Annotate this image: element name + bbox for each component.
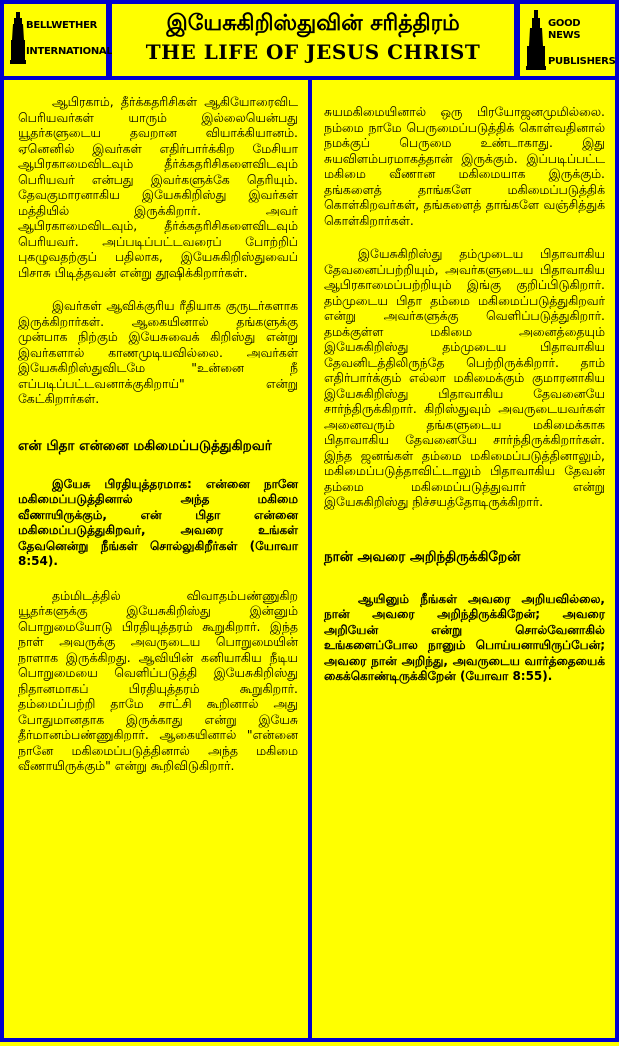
logo-text-line: INTERNATIONAL: [26, 46, 113, 57]
logo-text-line: PUBLISHERS: [548, 56, 616, 67]
logo-text-line: BELLWETHER: [26, 20, 98, 31]
header-banner: [0, 0, 619, 80]
body-paragraph: ஆபிரகாம், தீர்க்கதரிசிகள் ஆகியோரைவிட பெரியவர்கள் யாரும் இல்லையென்பது யூதர்களுடைய தவறான வியாக்கியானம். ஏனெனில் இவர்கள் எதிர்பார்க்கிற மேசியா ஆபிரகாமைவிடவும் தீர்க்கதரிசிகளைவிடவும் பெரியவர் என்பது இவர்களுக்கே தெரியும். தேவகுமாரனாகிய இயேசுகிறிஸ்து இவர்கள் மத்தியில் இருக்கிறார். அவர் ஆபிரகாமைவிடவும், தீர்க்கதரிசிகளைவிடவும் பெரியவர். அப்படிப்பட்டவரைப் போற்றிப் புகழுவதற்குப் பதிலாக, இயேசுகிறிஸ்துவைப் பிசாசு பிடித்தவன் என்று தூஷிக்கிறார்கள்.: [18, 94, 298, 280]
body-paragraph: சுயமகிமையினால் ஒரு பிரயோஜனமுமில்லை. நம்மை நாமே பெருமைப்படுத்திக் கொள்வதினால் நமக்குப் பெருமை உண்டாகாது. இது சுயவிளம்பரமாகத்தான் இருக்கும். இப்படிப்பட்ட மகிமை வீணான மகிமையாக இருக்கும். தங்களைத் தாங்களே மகிமைப்படுத்திக் கொள்கிறவர்கள், தங்களைத் தாங்களே வஞ்சித்துக் கொள்கிறார்கள்.: [324, 104, 605, 228]
bellwether-logo: [4, 4, 113, 76]
scripture-quote: இயேசு பிரதியுத்தரமாக: என்னை நானே மகிமைப்படுத்தினால் அந்த மகிமை வீணாயிருக்கும், என் பிதா என்னை மகிமைப்படுத்துகிறவர், அவரை உங்கள் தேவனென்று நீங்கள் சொல்லுகிறீர்கள் (யோவா 8:54).: [18, 476, 298, 568]
bell-tower-icon: [10, 12, 26, 64]
left-column: [0, 80, 312, 1042]
title-block: [112, 4, 514, 76]
logo-text-line: GOOD NEWS: [548, 18, 581, 41]
good-news-logo: [520, 4, 615, 76]
right-column: [308, 80, 619, 1042]
body-paragraph: தம்மிடத்தில் விவாதம்பண்ணுகிற யூதர்களுக்கு இயேசுகிறிஸ்து இன்னும் பொறுமையோடு பிரதியுத்தரம் கூறுகிறார். இந்த நாள் அவருக்கு அவருடைய பொறுமையின் நாளாக இருக்கிறது. ஆவியின் கனியாகிய நீடிய பொறுமையை வெளிப்படுத்தி இயேசுகிறிஸ்து நிதானமாகப் பிரதியுத்தரம் கூறுகிறார். தம்மைப்பற்றி தாமே சாட்சி கூறினால் அது போதுமானதாக இருக்காது என்று இயேசு தீர்மானம்பண்ணுகிறார். ஆகையினால் "என்னை நானே மகிமைப்படுத்தினால் அந்த மகிமை வீணாயிருக்கும்" என்று கூறிவிடுகிறார்.: [18, 587, 298, 773]
tower-icon: [526, 10, 546, 70]
section-heading: என் பிதா என்னை மகிமைப்படுத்துகிறவர்: [18, 437, 272, 454]
body-paragraph: இயேசுகிறிஸ்து தம்முடைய பிதாவாகிய தேவனைப்பற்றியும், அவர்களுடைய பிதாவாகிய ஆபிரகாமைப்பற்றியும் இங்கு குறிப்பிடுகிறார். தம்முடைய பிதா தம்மை மகிமைப்படுத்துகிறவர் என்று அவர்களுக்கு வெளிப்படுத்துகிறார். தமக்குள்ள மகிமை அனைத்தையும் இயேசுகிறிஸ்து தம்முடைய பிதாவாகிய தேவனிடத்திலிருந்தே பெற்றிருக்கிறார். தாம் எதிர்பார்க்கும் எல்லா மகிமைக்கும் குமாரனாகிய இயேசுகிறிஸ்து பிதாவாகிய தேவனையே சார்ந்திருக்கிறார். கிறிஸ்துவும் அவருடையவர்கள் அனைவரும் தங்களுடைய மகிமைக்காக பிதாவாகிய தேவனையே சார்ந்திருக்கிறார்கள். இந்த ஜனங்கள் தம்மை மகிமைப்படுத்தினாலும், மகிமைப்படுத்தாவிட்டாலும் பிதாவாகிய தேவன் தம்மை மகிமைப்படுத்துவார் என்று இயேசுகிறிஸ்து நிச்சயத்தோடிருக்கிறார்.: [324, 246, 605, 509]
section-heading: நான் அவரை அறிந்திருக்கிறேன்: [324, 548, 521, 565]
good-news-logo-text: [548, 18, 615, 68]
page-title-tamil: இயேசுகிறிஸ்துவின் சரித்திரம்: [166, 11, 460, 36]
scripture-quote: ஆயினும் நீங்கள் அவரை அறியவில்லை, நான் அவரை அறிந்திருக்கிறேன்; அவரை அறியேன் என்று சொல்வேனாகில் உங்களைப்போல நானும் பொய்யனாயிருப்பேன்; அவரை நான் அறிந்து, அவருடைய வார்த்தையைக் கைக்கொண்டிருக்கிறேன் (யோவா 8:55).: [324, 591, 605, 683]
bellwether-logo-text: [26, 20, 112, 58]
page-title-english: THE LIFE OF JESUS CHRIST: [145, 40, 481, 64]
body-paragraph: இவர்கள் ஆவிக்குரிய ரீதியாக குருடர்களாக இருக்கிறார்கள். ஆகையினால் தங்களுக்கு முன்பாக நிற்கும் இயேசுவைக் கிறிஸ்து என்று இவர்களால் காணமுடியவில்லை. அவர்கள் இயேசுகிறிஸ்துவிடமே "உன்னை நீ எப்படிப்பட்டவனாக்குகிறாய்" என்று கேட்கிறார்கள்.: [18, 298, 298, 406]
